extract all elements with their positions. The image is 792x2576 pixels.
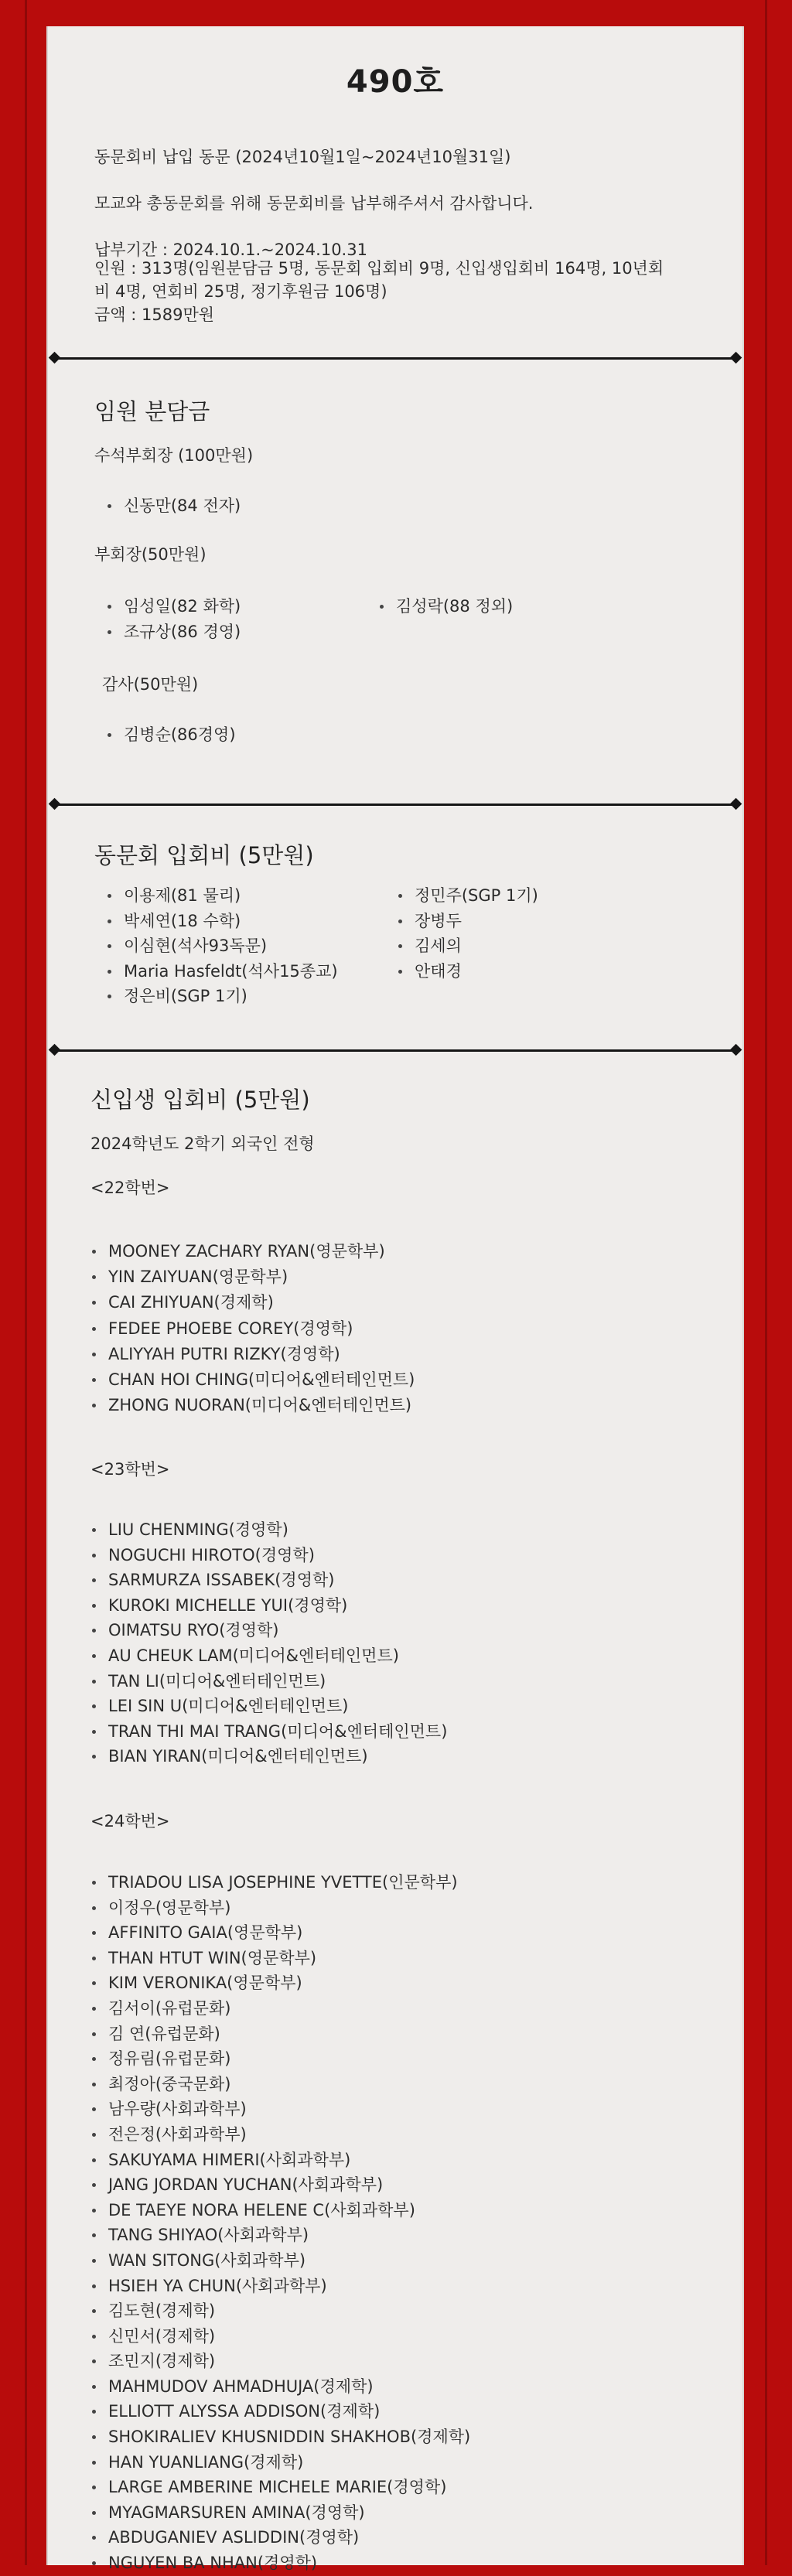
list-item: LARGE AMBERINE MICHELE MARIE(경영학) (87, 2475, 470, 2500)
list-item: CAI ZHIYUAN(경제학) (87, 1290, 415, 1315)
list-item: 김세의 (393, 933, 538, 959)
list-item: 신민서(경제학) (87, 2324, 470, 2349)
intro-period: 납부기간 : 2024.10.1.~2024.10.31 (94, 241, 367, 259)
list-item: 신동만(84 전자) (102, 493, 241, 519)
list-item: AFFINITO GAIA(영문학부) (87, 1920, 470, 1946)
list-item: 정민주(SGP 1기) (393, 883, 538, 909)
list-item: OIMATSU RYO(경영학) (87, 1618, 447, 1643)
list-item: LIU CHENMING(경영학) (87, 1517, 447, 1543)
list-item: ABDUGANIEV ASLIDDIN(경영학) (87, 2525, 470, 2550)
chair-list (102, 493, 241, 519)
list-item: 남우량(사회과학부) (87, 2097, 470, 2122)
list-item: BIAN YIRAN(미디어&엔터테인먼트) (87, 1744, 447, 1769)
list-item: 정은비(SGP 1기) (102, 984, 338, 1009)
list-item: Maria Hasfeldt(석사15종교) (102, 959, 338, 984)
intro-line1: 동문회비 납입 동문 (2024년10월1일~2024년10월31일) (94, 148, 511, 166)
freshman-fee-heading: 신입생 입회비 (5만원) (90, 1087, 310, 1113)
list-item: KIM VERONIKA(영문학부) (87, 1970, 470, 1996)
list-item: TAN LI(미디어&엔터테인먼트) (87, 1669, 447, 1694)
list-item: KUROKI MICHELLE YUI(경영학) (87, 1593, 447, 1619)
vice-list-left (102, 594, 241, 644)
list-item: SAKUYAMA HIMERI(사회과학부) (87, 2148, 470, 2173)
vice-label: 부회장(50만원) (94, 545, 207, 564)
list-item: 김 연(유럽문화) (87, 2022, 470, 2047)
list-item: 김서이(유럽문화) (87, 1996, 470, 2022)
list-item: TANG SHIYAO(사회과학부) (87, 2223, 470, 2248)
list-item: 김병순(86경영) (102, 722, 236, 748)
newsletter-paper (46, 26, 744, 2573)
list-item: THAN HTUT WIN(영문학부) (87, 1946, 470, 1971)
list-item: 박세연(18 수학) (102, 909, 338, 934)
list-item: 안태경 (393, 959, 538, 984)
list-item: 이정우(영문학부) (87, 1895, 470, 1921)
audit-list (102, 722, 236, 748)
vice-list-right (374, 594, 513, 619)
list-item: 조민지(경제학) (87, 2349, 470, 2374)
section-divider (53, 357, 737, 360)
list-item: CHAN HOI CHING(미디어&엔터테인먼트) (87, 1367, 415, 1393)
list-item: HAN YUANLIANG(경제학) (87, 2450, 470, 2475)
list-item: NOGUCHI HIROTO(경영학) (87, 1543, 447, 1568)
class24-label: <24학번> (90, 1812, 170, 1830)
officers-heading: 임원 분담금 (94, 398, 210, 425)
list-item: TRIADOU LISA JOSEPHINE YVETTE(인문학부) (87, 1870, 470, 1895)
alumni-fee-list-left (102, 883, 338, 1009)
list-item: 이심현(석사93독문) (102, 933, 338, 959)
list-item: 장병두 (393, 909, 538, 934)
list-item: MAHMUDOV AHMADHUJA(경제학) (87, 2374, 470, 2400)
list-item: ZHONG NUORAN(미디어&엔터테인먼트) (87, 1393, 415, 1418)
intro-people: 인원 : 313명(임원분담금 5명, 동문회 입회비 9명, 신입생입회비 164명, 10년회비 4명, 연회비 25명, 정기후원금 106명) (94, 259, 664, 301)
class22-label: <22학번> (90, 1179, 170, 1197)
class23-label: <23학번> (90, 1460, 170, 1479)
audit-label: 감사(50만원) (102, 675, 199, 694)
list-item: 조규상(86 경영) (102, 619, 241, 645)
list-item: WAN SITONG(사회과학부) (87, 2248, 470, 2274)
class23-list (87, 1517, 447, 1769)
alumni-fee-list-right (393, 883, 538, 984)
list-item: AU CHEUK LAM(미디어&엔터테인먼트) (87, 1643, 447, 1669)
list-item: FEDEE PHOEBE COREY(경영학) (87, 1316, 415, 1342)
list-item: LEI SIN U(미디어&엔터테인먼트) (87, 1694, 447, 1719)
list-item: NGUYEN BA NHAN(경영학) (87, 2550, 470, 2576)
intro-amount: 금액 : 1589만원 (94, 305, 215, 324)
list-item: 김성락(88 정외) (374, 594, 513, 619)
list-item: 이용제(81 물리) (102, 883, 338, 909)
list-item: ELLIOTT ALYSSA ADDISON(경제학) (87, 2399, 470, 2424)
list-item: JANG JORDAN YUCHAN(사회과학부) (87, 2172, 470, 2198)
list-item: 최정아(중국문화) (87, 2072, 470, 2097)
class22-list (87, 1239, 415, 1418)
list-item: MOONEY ZACHARY RYAN(영문학부) (87, 1239, 415, 1264)
issue-title: 490호 (346, 64, 445, 100)
list-item: TRAN THI MAI TRANG(미디어&엔터테인먼트) (87, 1719, 447, 1745)
list-item: YIN ZAIYUAN(영문학부) (87, 1264, 415, 1290)
section-divider (53, 804, 737, 806)
list-item: MYAGMARSUREN AMINA(경영학) (87, 2500, 470, 2526)
freshman-subtitle: 2024학년도 2학기 외국인 전형 (90, 1134, 315, 1153)
list-item: ALIYYAH PUTRI RIZKY(경영학) (87, 1342, 415, 1367)
list-item: 김도현(경제학) (87, 2298, 470, 2324)
alumni-fee-heading: 동문회 입회비 (5만원) (94, 842, 314, 868)
class24-list (87, 1870, 470, 2576)
list-item: 정유림(유럽문화) (87, 2046, 470, 2072)
list-item: 전은정(사회과학부) (87, 2122, 470, 2148)
intro-line2: 모교와 총동문회를 위해 동문회비를 납부해주셔서 감사합니다. (94, 194, 534, 213)
list-item: 임성일(82 화학) (102, 594, 241, 619)
section-divider (53, 1049, 737, 1052)
list-item: DE TAEYE NORA HELENE C(사회과학부) (87, 2198, 470, 2223)
list-item: SHOKIRALIEV KHUSNIDDIN SHAKHOB(경제학) (87, 2424, 470, 2450)
list-item: SARMURZA ISSABEK(경영학) (87, 1568, 447, 1593)
chair-label: 수석부회장 (100만원) (94, 446, 254, 465)
list-item: HSIEH YA CHUN(사회과학부) (87, 2274, 470, 2299)
